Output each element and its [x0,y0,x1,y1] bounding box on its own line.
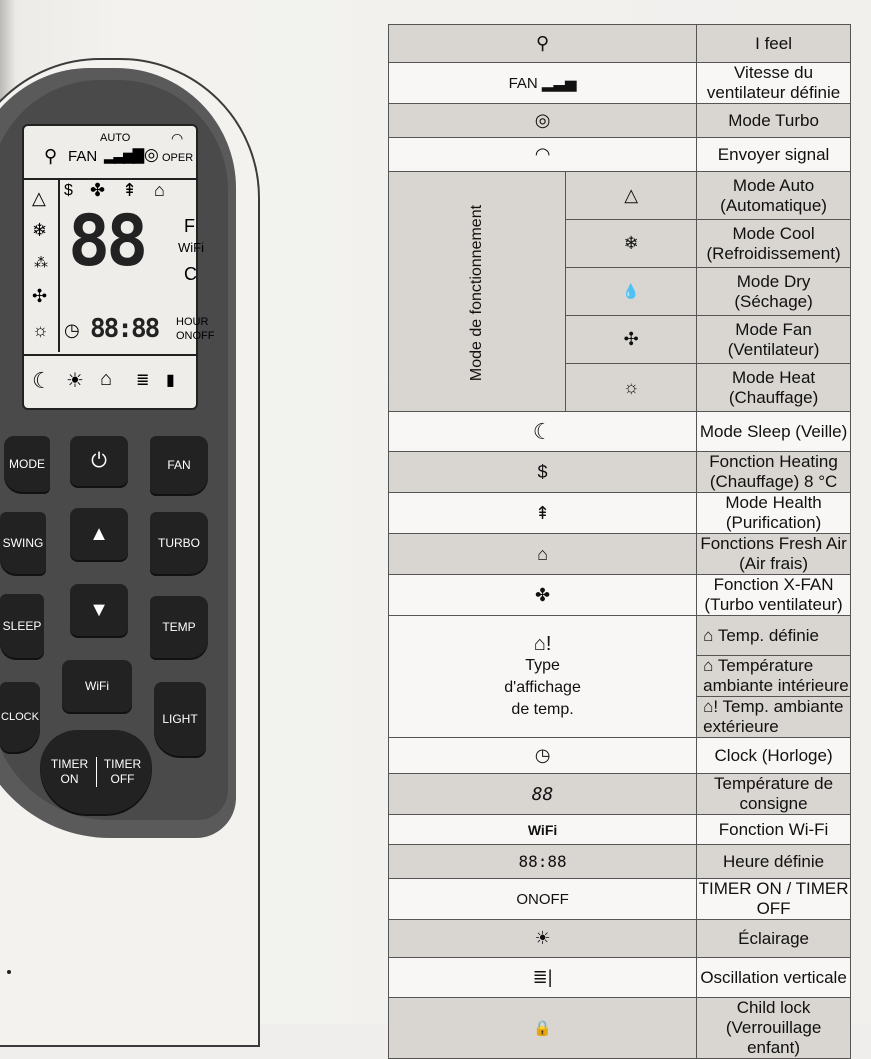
swing-vertical-icon: ≣| [389,958,697,998]
timer-on-label: TIMER ON [48,757,97,787]
row-label: Mode Auto (Automatique) [697,172,851,220]
swing-vertical-icon: ≣ [136,372,150,389]
ifeel-icon: ⚲ [389,25,697,63]
lcd-wifi-label: WiFi [178,240,204,255]
lcd-unit-f: F [184,216,195,236]
remote-lcd-screen [22,124,215,410]
row-label: Mode Dry (Séchage) [697,268,851,316]
sleep-icon: ☾ [389,412,697,452]
lcd-hour-label: HOUR [176,316,209,328]
temp-set-icon: ⌂ [703,625,714,645]
table-row [389,920,851,958]
swing-button[interactable]: SWING [0,512,46,574]
temp-button[interactable]: TEMP [150,596,208,658]
signal-icon: ◠ [171,130,184,146]
row-label: Fonctions Fresh Air (Air frais) [697,534,851,575]
fan-button[interactable]: FAN [150,436,208,494]
light-icon: ☀ [389,920,697,958]
table-row [389,958,851,998]
table-row [389,575,851,616]
row-label: Mode Fan (Ventilateur) [697,316,851,364]
row-label: Envoyer signal [697,138,851,172]
wifi-text-icon: WiFi [389,815,697,845]
lcd-unit-c: C [184,264,197,284]
temp-type-line1: Type [525,656,560,674]
table-row [389,534,851,575]
table-row [389,104,851,138]
mode-group-label [389,172,566,412]
table-row [389,616,851,656]
lcd-mode-column [24,180,60,352]
fan-speed-bars-icon: ▂▃▅▇ [104,147,143,164]
table-row [389,845,851,879]
row-label: Temp. définie [717,625,819,645]
row-label: Mode Heat (Chauffage) [697,364,851,412]
row-label: Heure définie [697,845,851,879]
fresh-air-icon: ⌂ [154,180,165,200]
table-row [389,63,851,104]
row-label: Fonction Wi-Fi [697,815,851,845]
temp-sub-row [697,697,851,738]
table-row [389,815,851,845]
auto-mode-icon: △ [32,188,46,208]
temp-outdoor-icon: ⌂! [703,697,719,716]
lcd-oper-label: OPER [162,152,194,164]
row-label: TIMER ON / TIMER OFF [697,879,851,920]
sleep-icon: ☾ [32,368,52,393]
lcd-onoff-label: ONOFF [176,330,215,342]
set-temp-digits-icon: 88 [389,774,697,815]
temp-indoor-icon: ⌂ [703,656,714,675]
wifi-button[interactable]: WiFi [62,660,132,712]
print-dot [7,970,11,974]
turbo-icon: ◎ [389,104,697,138]
table-row [389,412,851,452]
fresh-air-icon: ⌂ [389,534,697,575]
health-icon: ⇞ [389,493,697,534]
table-row [389,493,851,534]
row-label: I feel [697,25,851,63]
light-button[interactable]: LIGHT [154,682,206,756]
temp-display-icon: ⌂! [533,632,552,655]
lock-icon: 🔒 [389,998,697,1059]
lcd-fan-label: FAN [68,148,98,165]
row-label: Mode Turbo [697,104,851,138]
row-label: Child lock (Verrouillage enfant) [697,998,851,1059]
lcd-temp-digits: 88 [68,200,145,282]
heating-8c-icon: $ [389,452,697,493]
mode-group-text: Mode de fonctionnement [468,204,486,381]
lcd-top-row [24,126,196,180]
mode-button[interactable]: MODE [4,436,50,492]
xfan-icon: ✤ [389,575,697,616]
row-label: Température de consigne [697,774,851,815]
temp-display-type-cell [389,616,697,738]
light-icon: ☀ [66,370,84,392]
row-label: Mode Cool (Refroidissement) [697,220,851,268]
onoff-text-icon: ONOFF [389,879,697,920]
row-label: Éclairage [697,920,851,958]
turbo-button[interactable]: TURBO [150,512,208,574]
power-button[interactable]: ⏻ [70,436,128,486]
clock-icon: ◷ [389,738,697,774]
table-row [389,738,851,774]
temp-type-line3: de temp. [511,700,574,718]
lcd-main-area [60,180,215,352]
table-row [389,138,851,172]
cool-mode-icon: ❄ [566,220,697,268]
timer-button[interactable] [40,730,152,814]
temp-type-line2: d'affichage [504,678,581,696]
table-row [389,879,851,920]
temp-sub-row [697,616,851,656]
fan-mode-icon: ✣ [566,316,697,364]
signal-icon: ◠ [389,138,697,172]
sleep-button[interactable]: SLEEP [0,594,44,658]
fan-mode-icon: ✣ [32,286,48,306]
row-label: Clock (Horloge) [697,738,851,774]
turbo-icon: ◎ [144,145,159,164]
table-row [389,452,851,493]
fan-auto-icon: FAN ▂▃▅ [389,63,697,104]
down-button[interactable]: ▼ [70,584,128,636]
icon-legend-table [388,24,851,1059]
lock-icon: ▮ [166,372,175,389]
lcd-auto-label: AUTO [100,132,131,144]
up-button[interactable]: ▲ [70,508,128,560]
dry-mode-icon: 💧 [566,268,697,316]
cool-mode-icon: ❄ [32,220,48,240]
heat-mode-icon: ☼ [32,320,49,340]
ifeel-icon: ⚲ [44,146,58,166]
row-label: Temp. ambiante extérieure [703,697,844,736]
lcd-bottom-row [24,354,196,410]
table-row [389,25,851,63]
temp-sub-row [697,656,851,697]
timer-off-label: TIMER OFF [103,757,142,786]
heating-8c-icon: $ [64,182,73,199]
clock-icon: ◷ [64,320,80,340]
auto-mode-icon: △ [566,172,697,220]
dry-mode-icon: ⁂ [34,254,48,270]
table-row [389,774,851,815]
temp-display-icon: ⌂ [100,368,113,390]
row-label: Mode Health (Purification) [697,493,851,534]
xfan-icon: ✤ [90,180,106,200]
row-label: Mode Sleep (Veille) [697,412,851,452]
row-label: Vitesse du ventilateur définie [697,63,851,104]
row-label: Oscillation verticale [697,958,851,998]
heat-mode-icon: ☼ [566,364,697,412]
row-label: Fonction X-FAN (Turbo ventilateur) [697,575,851,616]
clock-button[interactable]: CLOCK [0,682,40,752]
table-row [389,172,851,220]
row-label: Température ambiante intérieure [703,656,849,695]
lcd-clock-digits: 88:88 [90,314,159,344]
table-row [389,998,851,1059]
row-label: Fonction Heating (Chauffage) 8 °C [697,452,851,493]
time-digits-icon: 88:88 [389,845,697,879]
health-icon: ⇞ [122,180,138,200]
